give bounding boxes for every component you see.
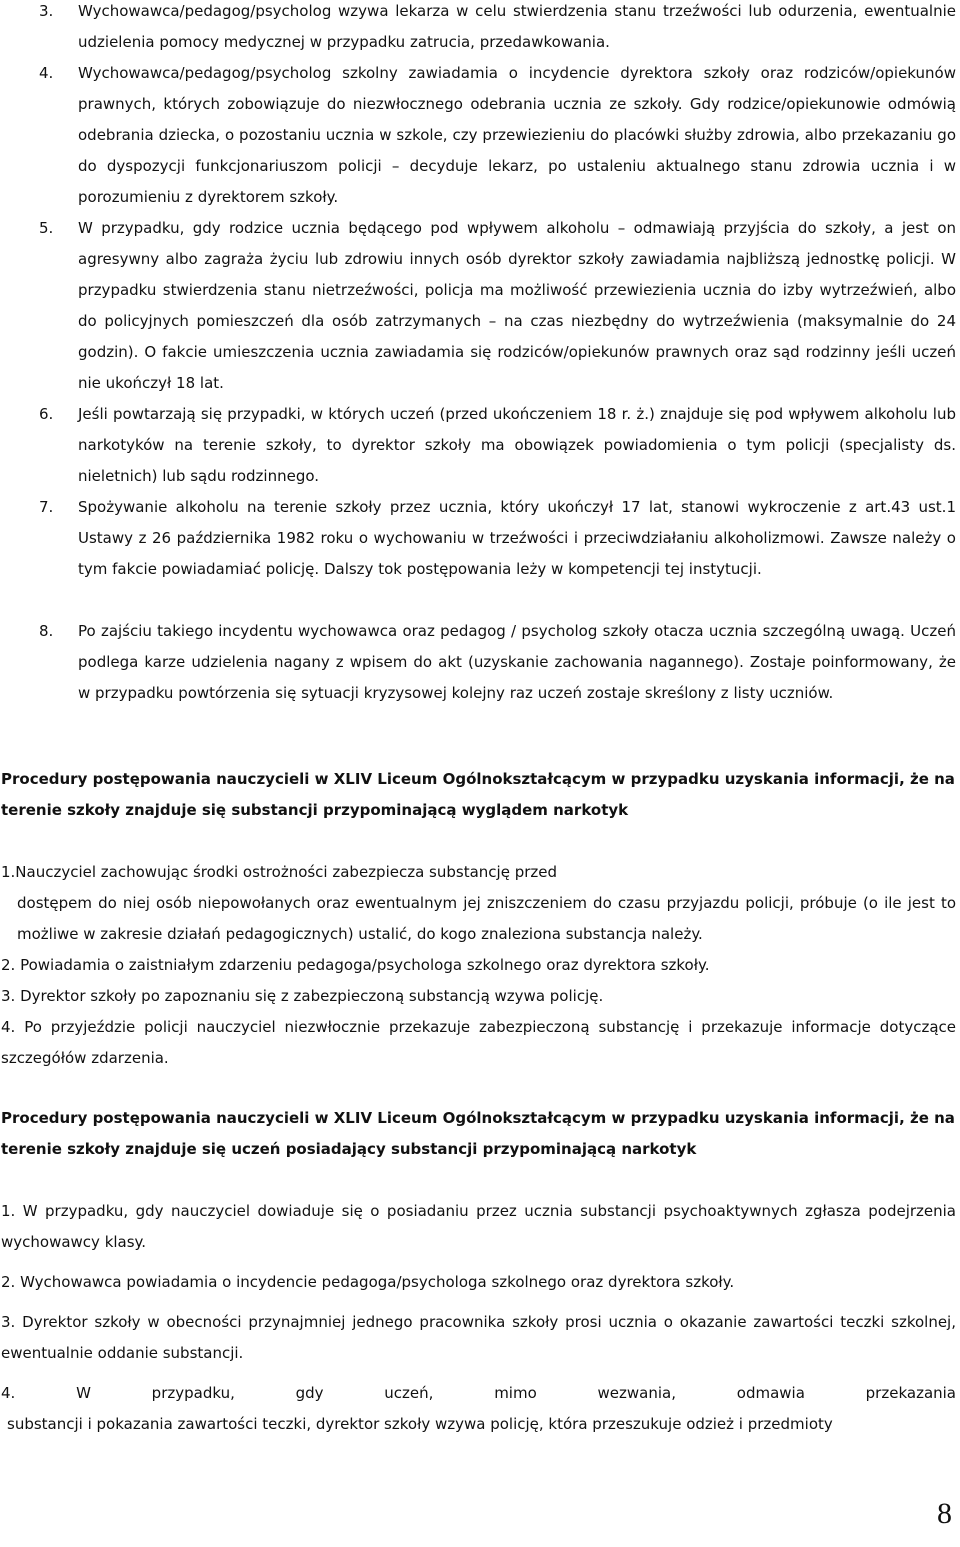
section-paragraph: 4. Po przyjeździe policji nauczyciel niezwłocznie przekazuje zabezpieczoną substancję i przekazuje informacje dotyczące szczegółów zdarzenia. xyxy=(1,1018,956,1067)
list-item xyxy=(0,616,960,740)
procedure-section-substance xyxy=(1,764,956,1074)
list-item xyxy=(0,213,960,399)
section-paragraph: 1. W przypadku, gdy nauczyciel dowiaduje się o posiadaniu przez ucznia substancji psychoaktywnych zgłasza podejrzenia wychowawcy klasy. xyxy=(1,1202,956,1251)
list-item-number: 5. xyxy=(39,219,54,237)
list-item xyxy=(0,492,960,616)
list-item-text: Wychowawca/pedagog/psycholog wzywa lekarza w celu stwierdzenia stanu trzeźwości lub odurzenia, ewentualnie udzielenia pomocy medycznej w przypadku zatrucia, przedawkowania. xyxy=(78,2,956,51)
list-item-number: 8. xyxy=(39,622,54,640)
list-item-number: 3. xyxy=(39,2,54,20)
section-heading: Procedury postępowania nauczycieli w XLIV Liceum Ogólnokształcącym w przypadku uzyskania informacji, że na terenie szkoły znajduje się uczeń posiadający substancji przypominającą narkotyk xyxy=(1,1109,955,1158)
section-heading: Procedury postępowania nauczycieli w XLIV Liceum Ogólnokształcącym w przypadku uzyskania informacji, że na terenie szkoły znajduje się substancji przypominającą wyglądem narkotyk xyxy=(1,770,955,819)
list-item-text: Po zajściu takiego incydentu wychowawca oraz pedagog / psycholog szkoły otacza ucznia szczególną uwagą. Uczeń podlega karze udzielenia nagany z wpisem do akt (uzyskanie zachowania nagannego). Zostaje poinformowany, że w przypadku powtórzenia się sytuacji kryzysowej kolejny raz uczeń zostaje skreślony z listy uczniów. xyxy=(78,622,956,702)
section-paragraph: 2. Wychowawca powiadamia o incydencie pedagoga/psychologa szkolnego oraz dyrektora szkoły. xyxy=(1,1273,735,1291)
section-paragraph: 1.Nauczyciel zachowując środki ostrożności zabezpiecza substancję przed xyxy=(1,863,558,881)
section-paragraph: 3. Dyrektor szkoły w obecności przynajmniej jednego pracownika szkoły prosi ucznia o okazanie zawartości teczki szkolnej, ewentualnie oddanie substancji. xyxy=(1,1313,956,1362)
section-paragraph: 2. Powiadamia o zaistniałym zdarzeniu pedagoga/psychologa szkolnego oraz dyrektora szkoły. xyxy=(1,956,710,974)
list-item xyxy=(0,0,960,58)
page-number: 8 xyxy=(937,1497,952,1530)
list-item xyxy=(0,399,960,492)
procedure-section-student xyxy=(1,1103,956,1440)
list-item-text: Spożywanie alkoholu na terenie szkoły przez ucznia, który ukończył 17 lat, stanowi wykroczenie z art.43 ust.1 Ustawy z 26 października 1982 roku o wychowaniu w trzeźwości i przeciwdziałaniu alkoholizmowi. Zawsze należy o tym fakcie powiadamiać policję. Dalszy tok postępowania leży w kompetencji tej instytucji. xyxy=(78,498,956,578)
list-item-text: W przypadku, gdy rodzice ucznia będącego pod wpływem alkoholu – odmawiają przyjścia do szkoły, a jest on agresywny albo zagraża życiu lub zdrowiu innych osób dyrektor szkoły zawiadamia najbliższą jednostkę policji. W przypadku stwierdzenia stanu nietrzeźwości, policja ma możliwość przewiezienia ucznia do izby wytrzeźwień, albo do policyjnych pomieszczeń dla osób zatrzymanych – na czas niezbędny do wytrzeźwienia (maksymalnie do 24 godzin). O fakcie umieszczenia ucznia zawiadamia się rodziców/opiekunów prawnych oraz sąd rodzinny jeśli uczeń nie ukończył 18 lat. xyxy=(78,219,956,392)
procedure-list xyxy=(0,0,960,740)
section-paragraph: substancji i pokazania zawartości teczki, dyrektor szkoły wzywa policję, która przeszukuje odzież i przedmioty xyxy=(7,1415,833,1433)
list-item-text: Jeśli powtarzają się przypadki, w których uczeń (przed ukończeniem 18 r. ż.) znajduje się pod wpływem alkoholu lub narkotyków na terenie szkoły, to dyrektor szkoły ma obowiązek powiadomienia o tym policji (specjalisty ds. nieletnich) lub sądu rodzinnego. xyxy=(78,405,956,485)
section-paragraph: dostępem do niej osób niepowołanych oraz ewentualnym jej zniszczeniem do czasu przyjazdu policji, próbuje (o ile jest to możliwe w zakresie działań pedagogicznych) ustalić, do kogo znaleziona substancja należy. xyxy=(17,894,956,943)
list-item-number: 4. xyxy=(39,64,54,82)
section-paragraph: 4. W przypadku, gdy uczeń, mimo wezwania, odmawia przekazania xyxy=(1,1384,956,1402)
list-item-number: 6. xyxy=(39,405,54,423)
list-item xyxy=(0,58,960,213)
section-paragraph: 3. Dyrektor szkoły po zapoznaniu się z zabezpieczoną substancją wzywa policję. xyxy=(1,987,604,1005)
list-item-number: 7. xyxy=(39,498,54,516)
list-item-text: Wychowawca/pedagog/psycholog szkolny zawiadamia o incydencie dyrektora szkoły oraz rodziców/opiekunów prawnych, których zobowiązuje do niezwłocznego odebrania ucznia ze szkoły. Gdy rodzice/opiekunowie odmówią odebrania dziecka, o pozostaniu ucznia w szkole, czy przewiezieniu do placówki służby zdrowia, albo przekazaniu go do dyspozycji funkcjonariuszom policji – decyduje lekarz, po ustaleniu aktualnego stanu zdrowia ucznia i w porozumieniu z dyrektorem szkoły. xyxy=(78,64,956,206)
